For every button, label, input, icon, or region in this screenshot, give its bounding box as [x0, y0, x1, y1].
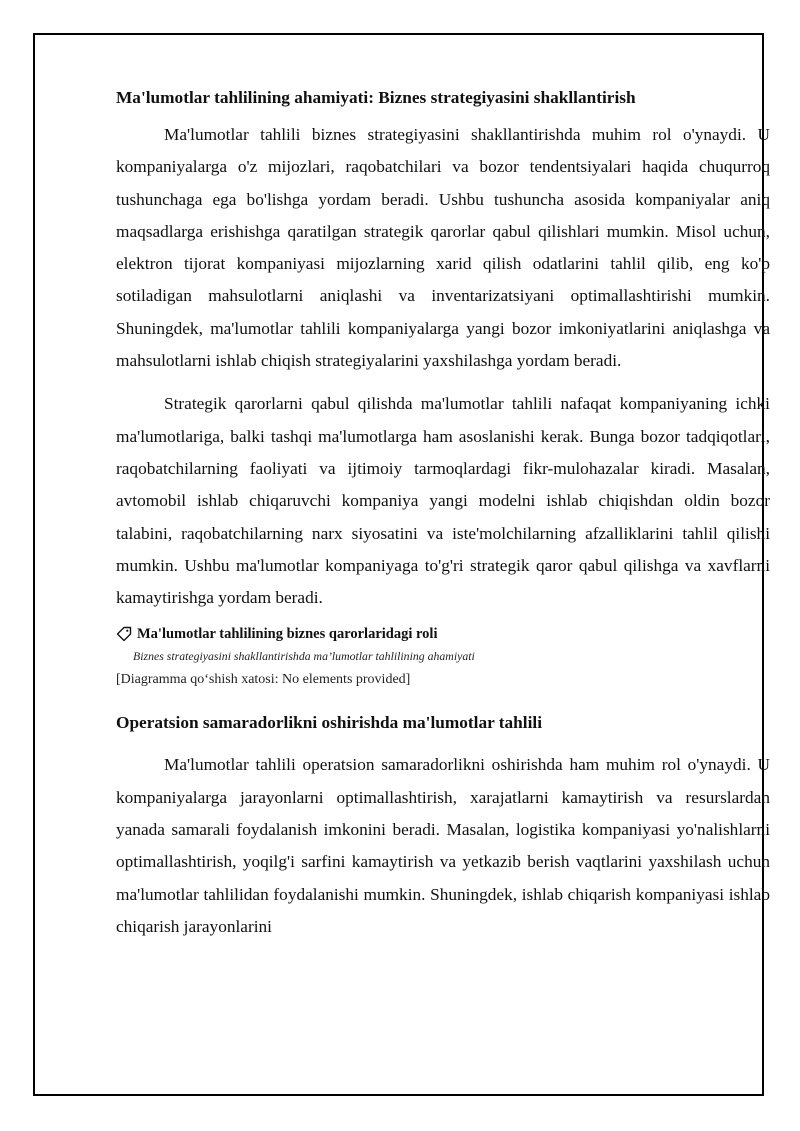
paragraph-strategy-2: Strategik qarorlarni qabul qilishda ma'lumotlar tahlili nafaqat kompaniyaning ichki ma'lumotlariga, balki tashqi ma'lumotlarga ham asoslanishi kerak. Bunga bozor tadqiqotlari, raqobatchilarning faoliyati va ijtimoiy tarmoqlardagi fikr-mulohazalar kiradi. Masalan, avtomobil ishlab chiqaruvchi kompaniya yangi modelni ishlab chiqishdan oldin bozor talabini, raqobatchilarning narx siyosatini va iste'molchilarning afzalliklarini tahlil qilishi mumkin. Ushbu ma'lumotlar kompaniyaga to'g'ri strategik qaror qabul qilishga va xavflarni kamaytirishga yordam beradi.	[116, 394, 770, 608]
paragraph-strategy-1: Ma'lumotlar tahlili biznes strategiyasini shakllantirishda muhim rol o'ynaydi. U kompaniyalarga o'z mijozlari, raqobatchilari va bozor tendentsiyalari haqida chuqurroq tushunchaga ega bo'lishga yordam beradi. Ushbu tushuncha asosida kompaniyalar aniq maqsadlarga erishishga qaratilgan strategik qarorlar qabul qilishlari mumkin. Misol uchun, elektron tijorat kompaniyasi mijozlarning xarid qilish odatlarini tahlil qilib, eng ko'p sotiladigan mahsulotlarni aniqlashi va inventarizatsiyani optimallashtirishi mumkin. Shuningdek, ma'lumotlar tahlili kompaniyalarga yangi bozor imkoniyatlarini aniqlashga va mahsulotlarni ishlab chiqish strategiyalarini yaxshilashga yordam beradi.	[116, 125, 770, 371]
diagram-error-message: [Diagramma qo‘shish xatosi: No elements provided]	[116, 672, 411, 688]
diagram-block	[116, 624, 770, 690]
tag-icon	[116, 626, 132, 642]
diagram-title-row	[116, 624, 770, 644]
section-heading-operations: Operatsion samaradorlikni oshirishda ma'lumotlar tahlili	[116, 713, 542, 733]
diagram-subtitle: Biznes strategiyasini shakllantirishda ma’lumotlar tahlilining ahamiyati	[133, 649, 475, 664]
section-heading-strategy: Ma'lumotlar tahlilining ahamiyati: Biznes strategiyasini shakllantirish	[116, 88, 636, 107]
paragraph-operations-1: Ma'lumotlar tahlili operatsion samaradorlikni oshirishda ham muhim rol o'ynaydi. U kompaniyalarga jarayonlarni optimallashtirish, xarajatlarni kamaytirish va resurslardan yanada samarali foydalanish imkonini beradi. Masalan, logistika kompaniyasi yo'nalishlarni optimallashtirish, yoqilg'i sarfini kamaytirish va yetkazib berish vaqtlarini yaxshilash uchun ma'lumotlar tahlilidan foydalanishi mumkin. Shuningdek, ishlab chiqarish kompaniyasi ishlab chiqarish jarayonlarini	[116, 755, 770, 936]
diagram-title: Ma'lumotlar tahlilining biznes qarorlaridagi roli	[137, 626, 438, 643]
document-body	[116, 86, 770, 943]
